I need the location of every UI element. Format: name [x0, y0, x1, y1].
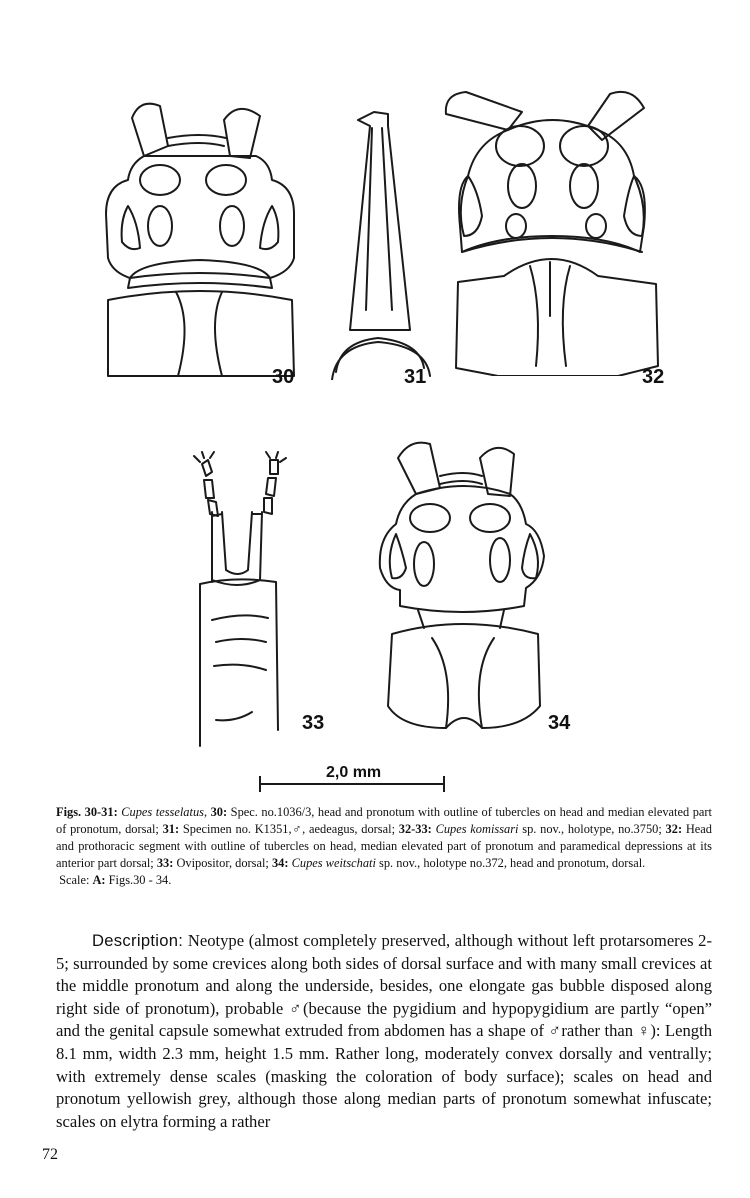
page-number: 72 [42, 1146, 58, 1163]
caption-species-tesselatus: Cupes tesselatus [121, 805, 204, 819]
caption-fig32-33-text: sp. nov., holotype, no.3750; [518, 822, 666, 836]
caption-fig30-text: Spec. no.1036/3, head and pronotum with outline of tubercles on head and median elevated part of pronotum, dorsal; [56, 805, 712, 836]
caption-fig32-33-num: 32-33: [398, 822, 432, 836]
caption-fig31-text: Specimen no. K1351,♂, aedeagus, dorsal; [179, 822, 399, 836]
scale-bar-label: 2,0 mm [326, 764, 382, 781]
caption-fig32-num: 32: [665, 822, 683, 836]
figure-33-ovipositor [186, 450, 296, 750]
caption-scale-a: A: [92, 873, 106, 887]
figure-label-32: 32 [642, 366, 665, 388]
caption-fig30-num: 30: [210, 805, 228, 819]
figure-label-34: 34 [548, 712, 571, 734]
caption-fig32-text: Head and prothoracic segment with outline of tubercles on head, median elevated part of pronotum and paramedical depressions at its anterior part dorsal; [56, 822, 712, 870]
scale-bar [258, 776, 448, 797]
description-paragraph [56, 930, 712, 1133]
caption-fig31-num: 31: [162, 822, 180, 836]
caption-species-komissari: Cupes komissari [435, 822, 519, 836]
caption-scale-prefix: Scale: [59, 873, 93, 887]
caption-scale-figs: Figs.30 - 34. [105, 873, 172, 887]
figure-32-head-prothoracic-segment [438, 86, 668, 376]
caption-species-weitschati: Cupes weitschati [291, 856, 376, 870]
figure-31-aedeagus [330, 110, 440, 380]
caption-fig33-num: 33: [156, 856, 174, 870]
figure-label-30: 30 [272, 366, 295, 388]
caption-fig34-num: 34: [271, 856, 289, 870]
description-heading: Description: [92, 931, 184, 950]
figure-label-31: 31 [404, 366, 427, 388]
figure-caption: Figs. 30-31: Cupes tesselatus, 30: Spec. no.1036/3, head and pronotum with outline of tubercles on head and median elevated part of pronotum, dorsal; 31: Specimen no. K1351,♂, aedeagus, dorsal; 32-33: Cupes komissari sp. nov., holotype, no.3750; 32: Head and prothoracic segment with outline of tubercles on head, median elevated part of pronotum and paramedical depressions at its anterior part dorsal; 33: Ovipositor, dorsal; 34: Cupes weitschati sp. nov., holotype no.372, head and pronotum, dorsal. Scale: A: Figs.30 - 34. [56, 805, 712, 887]
caption-fig34-text: sp. nov., holotype no.372, head and pronotum, dorsal. [375, 856, 646, 870]
figure-label-33: 33 [302, 712, 325, 734]
description-text: Neotype (almost completely preserved, although without left protarsomeres 2-5; surrounded by some crevices along both sides of dorsal surface and with many small crevices at the middle pronotum and along the underside, besides, one elongate gas bubble disposed along right side of pronotum), probable ♂(because the pygidium and hypopygidium are partly “open” and the genital capsule somewhat extruded from abdomen has a shape of ♂rather than ♀): Length 8.1 mm, width 2.3 mm, height 1.5 mm. Rather long, moderately convex dorsally and ventrally; with extremely dense scales (masking the coloration of body surface); scales on head and pronotum yellowish grey, although those along median parts of pronotum somewhat infuscate; scales on elytra forming a rather [56, 931, 712, 1131]
figure-34-head-pronotum [372, 438, 552, 738]
caption-fig33-text: Ovipositor, dorsal; [173, 856, 272, 870]
caption-lead: Figs. 30-31 [56, 805, 114, 819]
figure-30-head-pronotum [100, 96, 300, 386]
